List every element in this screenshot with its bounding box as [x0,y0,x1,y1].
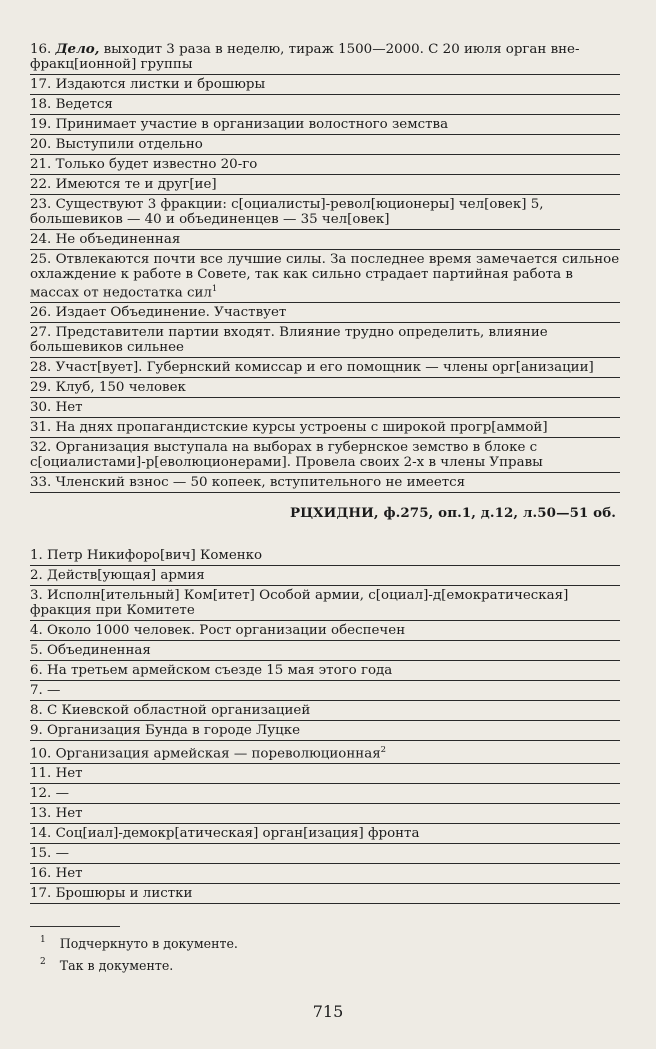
footnote-reference: 2 [380,745,387,755]
footnote-2 [40,958,173,973]
item-number: 15. [30,846,52,862]
list-item [30,701,620,721]
item-text: Действ[ующая] армия [47,568,205,583]
item-number: 17. [30,886,52,902]
item-number: 12. [30,786,52,802]
item-text: Петр Никифоро[вич] Коменко [47,548,263,563]
questionnaire-answers-bottom [30,546,620,904]
item-text: Клуб, 150 человек [55,380,186,396]
list-item [30,438,620,473]
item-number: 1. [30,548,43,563]
item-number: 24. [30,232,52,247]
item-number: 30. [30,400,52,416]
footnote-mark: 2 [40,957,46,967]
list-item [30,546,620,566]
item-number: 18. [30,97,52,112]
item-text: — [55,786,69,802]
footnote-mark: 1 [40,935,46,945]
item-text: Нет [55,766,83,782]
item-number: 22. [30,177,52,192]
item-number: 3. [30,588,43,603]
item-number: 8. [30,703,43,718]
list-item [30,358,620,378]
list-item [30,398,620,418]
item-text: С Киевской областной организацией [47,703,311,718]
list-item [30,621,620,641]
list-item [30,884,620,904]
item-number: 7. [30,683,43,698]
item-number: 29. [30,380,52,396]
footnote-text: Подчеркнуто в документе. [59,936,238,952]
footnote-divider [30,926,120,927]
questionnaire-answers-top [30,40,620,493]
list-item [30,378,620,398]
page-number: 715 [312,1002,344,1021]
item-number: 33. [30,475,52,491]
item-number: 13. [30,806,52,822]
list-item [30,784,620,804]
item-text: Членский взнос — 50 копеек, вступительного не имеется [55,475,466,491]
item-number: 25. [30,252,52,267]
item-number: 26. [30,305,52,321]
list-item [30,844,620,864]
list-item [30,303,620,323]
item-text: Объединенная [47,643,151,658]
list-item [30,661,620,681]
list-item [30,566,620,586]
item-text: Выступили отдельно [55,137,203,152]
item-text: Брошюры и листки [55,886,193,902]
list-item [30,115,620,135]
item-number: 9. [30,723,43,738]
footnote-1 [40,936,238,951]
item-text: На третьем армейском съезде 15 мая этого года [47,663,393,678]
item-number: 16. [30,866,52,882]
item-text: Организация армейская — пореволюционная [55,746,381,762]
list-item [30,250,620,303]
list-item [30,323,620,358]
item-text: — [47,683,61,698]
item-text: Издает Объединение. Участвует [55,305,287,321]
item-text: Издаются листки и брошюры [55,77,266,92]
list-item [30,764,620,784]
list-item [30,40,620,75]
item-text: Существуют 3 фракции: с[оциалисты]-револ[юционеры] чел[овек] 5, большевиков — 40 и объединенцев — 35 чел[овек] [30,197,544,227]
list-item [30,230,620,250]
item-text: Отвлекаются почти все лучшие силы. За последнее время замечается сильное охлаждение к работе в Совете, так как сильно страдает партийная работа в массах от недостатка сил [30,252,620,301]
item-text: выходит 3 раза в неделю, тираж 1500—2000. С 20 июля орган вне-фракц[ионной] группы [30,42,580,72]
item-text: Не объединенная [55,232,181,247]
list-item [30,195,620,230]
item-text: Участ[вует]. Губернский комиссар и его помощник — члены орг[анизации] [55,360,594,376]
item-number: 20. [30,137,52,152]
item-text: Нет [55,806,83,822]
item-lead: Дело, [55,41,100,57]
item-text: Представители партии входят. Влияние трудно определить, влияние большевиков сильнее [30,325,548,356]
item-text: Организация выступала на выборах в губернское земство в блоке с с[оциалистами]-р[еволюционерами]. Провела своих 2-х в члены Управы [30,440,543,471]
list-item [30,741,620,764]
list-item [30,75,620,95]
archive-source-reference: РЦХИДНИ, ф.275, оп.1, д.12, л.50—51 об. [289,505,616,521]
item-text: Только будет известно 20-го [55,157,258,172]
item-number: 5. [30,643,43,658]
footnote-text: Так в документе. [59,958,174,974]
item-text: Соц[иал]-демокр[атическая] орган[изация] фронта [55,826,420,842]
item-number: 11. [30,766,52,782]
list-item [30,681,620,701]
list-item [30,175,620,195]
item-number: 14. [30,826,52,842]
item-text: На днях пропагандистские курсы устроены с широкой прогр[аммой] [55,420,548,436]
item-number: 31. [30,420,52,436]
list-item [30,155,620,175]
item-number: 19. [30,117,52,132]
item-text: Нет [55,400,83,416]
list-item [30,135,620,155]
item-number: 27. [30,325,52,341]
item-number: 23. [30,197,52,212]
item-text: Имеются те и друг[ие] [55,177,217,192]
item-number: 32. [30,440,52,456]
item-number: 4. [30,623,43,638]
item-text: Нет [55,866,83,882]
item-text: Исполн[ительный] Ком[итет] Особой армии, с[оциал]-д[емократическая] фракция при Комитете [30,588,569,618]
item-number: 6. [30,663,43,678]
list-item [30,721,620,741]
list-item [30,586,620,621]
item-number: 2. [30,568,43,583]
item-number: 21. [30,157,52,172]
item-text: Ведется [55,97,113,112]
list-item [30,473,620,493]
list-item [30,641,620,661]
footnote-reference: 1 [211,284,218,294]
list-item [30,95,620,115]
item-number: 17. [30,77,52,92]
item-text: Около 1000 человек. Рост организации обеспечен [47,623,406,638]
item-text: Организация Бунда в городе Луцке [47,723,300,738]
list-item [30,864,620,884]
item-text: Принимает участие в организации волостного земства [55,117,449,132]
item-number: 10. [30,746,52,762]
list-item [30,804,620,824]
item-text: — [55,846,69,862]
list-item [30,418,620,438]
item-number: 28. [30,360,52,376]
item-number: 16. [30,42,52,57]
list-item [30,824,620,844]
